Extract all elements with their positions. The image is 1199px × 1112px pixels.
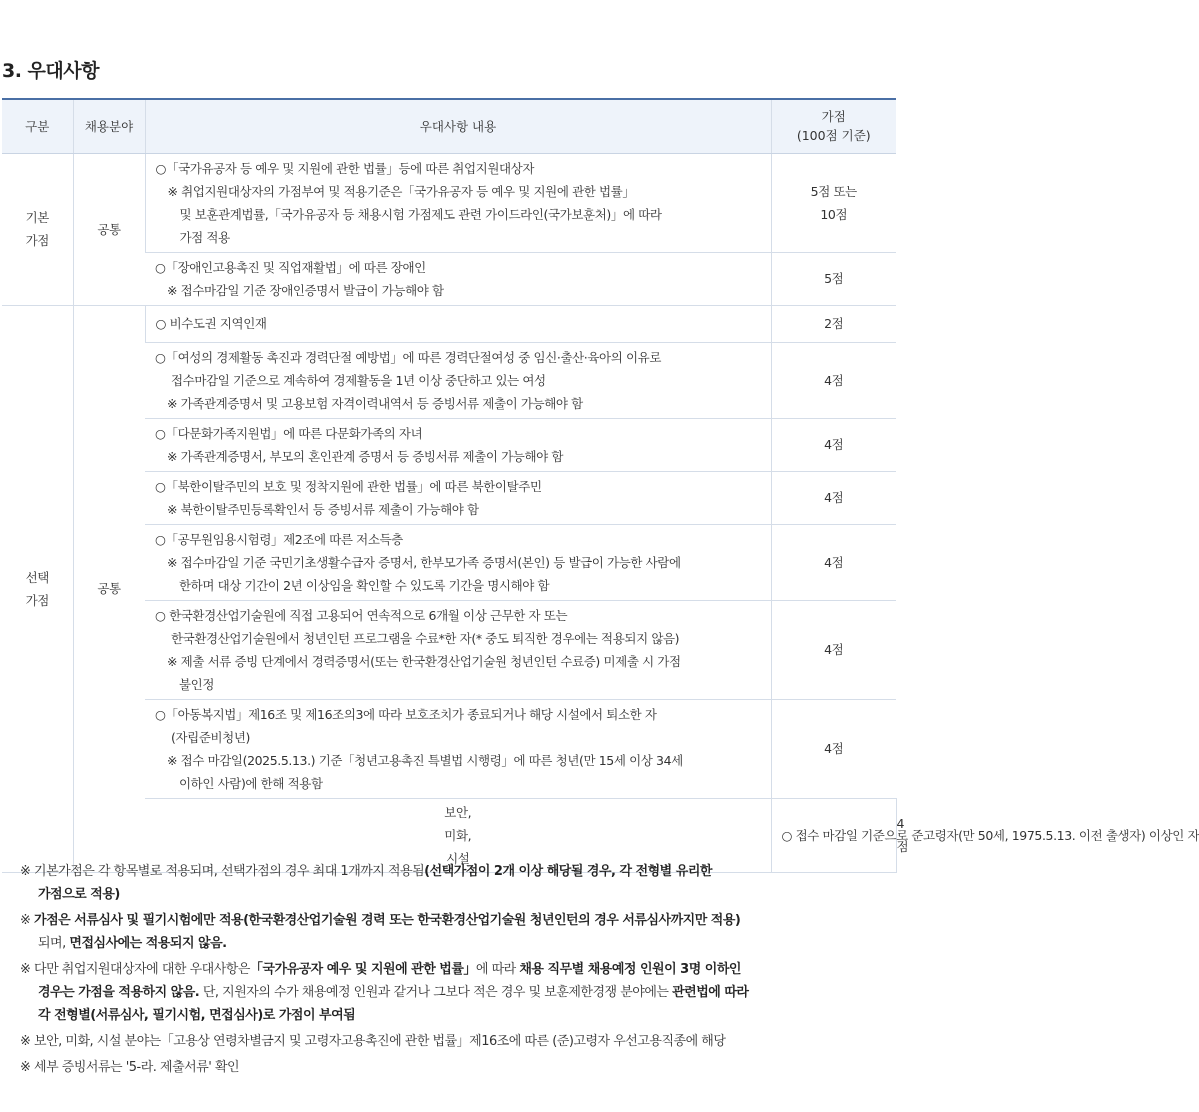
footnote-text: ※ 세부 증빙서류는 '5-라. 제출서류' 확인 bbox=[20, 1060, 240, 1075]
points-defector: 4점 bbox=[771, 471, 896, 524]
points-independent-youth: 4점 bbox=[771, 699, 896, 798]
footnote-5 bbox=[20, 1056, 880, 1079]
content-note-cont: 이하인 사람)에 한해 적용함 bbox=[179, 775, 323, 791]
category-basic-line2: 가점 bbox=[25, 233, 49, 248]
preference-table bbox=[2, 98, 1199, 873]
points-career-break: 4점 bbox=[771, 342, 896, 418]
content-independent-youth bbox=[145, 699, 771, 798]
header-points bbox=[771, 99, 896, 153]
content-line: ○「다문화가족지원법」에 따른 다문화가족의 자녀 bbox=[155, 425, 423, 441]
table-row: 보안, 미화, 시설 ○ 접수 마감일 기준으로 준고령자(만 50세, 1975.5.13. 이전 출생자) 이상인 자 4점 bbox=[2, 798, 896, 872]
content-line: ○「국가유공자 등 예우 및 지원에 관한 법률」등에 따른 취업지원대상자 bbox=[155, 160, 535, 176]
points-disabled: 5점 bbox=[771, 252, 896, 305]
points-veterans bbox=[771, 153, 896, 252]
content-line: ○「아동복지법」제16조 및 제16조의3에 따라 보호조치가 종료되거나 해당 시설에서 퇴소한 자 bbox=[155, 706, 657, 722]
header-category: 구분 bbox=[2, 99, 73, 153]
points-line1: 5점 또는 bbox=[810, 183, 857, 199]
points-former-employee: 4점 bbox=[771, 600, 896, 699]
content-line: ○ 접수 마감일 기준으로 준고령자(만 50세, 1975.5.13. 이전 출생자) 이상인 자 bbox=[781, 827, 1199, 843]
footnote-emphasis: 가점은 서류심사 및 필기시험에만 적용(한국환경산업기술원 경력 또는 한국환경산업기술원 청년인턴의 경우 서류심사까지만 적용) bbox=[34, 913, 741, 928]
footnote-3 bbox=[20, 958, 880, 1027]
content-career-break bbox=[145, 342, 771, 418]
field-basic-common: 공통 bbox=[73, 153, 145, 305]
footnote-emphasis: 면접심사에는 적용되지 않음. bbox=[69, 936, 227, 951]
footnote-text: ※ 기본가점은 각 항목별로 적용되며, 선택가점의 경우 최대 1개까지 적용됨 bbox=[20, 864, 425, 879]
content-note-cont: 한하며 대상 기간이 2년 이상임을 확인할 수 있도록 기간을 명시해야 함 bbox=[179, 577, 550, 593]
content-line-cont: 접수마감일 기준으로 계속하여 경제활동을 1년 이상 중단하고 있는 여성 bbox=[171, 372, 546, 388]
content-note: ※ 접수마감일 기준 장애인증명서 발급이 가능해야 함 bbox=[167, 282, 444, 298]
content-line: ○「공무원임용시험령」제2조에 따른 저소득층 bbox=[155, 531, 403, 547]
content-note-cont: 불인정 bbox=[179, 676, 215, 692]
content-line: ○ 비수도권 지역인재 bbox=[155, 316, 267, 331]
content-veterans bbox=[145, 153, 771, 252]
content-line: ○「북한이탈주민의 보호 및 정착지원에 관한 법률」에 따른 북한이탈주민 bbox=[155, 478, 542, 494]
header-points-line1: 가점 bbox=[821, 109, 846, 125]
category-select-line2: 가점 bbox=[25, 592, 49, 608]
content-note: ※ 접수마감일 기준 국민기초생활수급자 증명서, 한부모가족 증명서(본인) 등 발급이 가능한 사람에 bbox=[167, 554, 681, 570]
points-low-income: 4점 bbox=[771, 524, 896, 600]
footnotes bbox=[20, 860, 880, 1082]
field-line1: 보안, bbox=[444, 804, 472, 820]
footnote-text: 에 따라 bbox=[475, 962, 520, 977]
header-points-line2: (100점 기준) bbox=[796, 128, 871, 144]
content-line: ○ 한국환경산업기술원에 직접 고용되어 연속적으로 6개월 이상 근무한 자 또는 bbox=[155, 607, 568, 623]
footnote-text: ※ 다만 취업지원대상자에 대한 우대사항은 bbox=[20, 962, 250, 977]
content-regional bbox=[145, 305, 771, 342]
content-former-employee bbox=[145, 600, 771, 699]
content-note-cont: 및 보훈관계법률,「국가유공자 등 채용시험 가점제도 관련 가이드라인(국가보훈처)」에 따라 bbox=[179, 206, 662, 222]
footnote-emphasis: 가점으로 적용) bbox=[38, 887, 120, 902]
footnote-emphasis: (선택가점이 2개 이상 해당될 경우, 각 전형별 유리한 bbox=[424, 864, 712, 879]
header-content: 우대사항 내용 bbox=[145, 99, 771, 153]
footnote-2 bbox=[20, 909, 880, 955]
footnote-1 bbox=[20, 860, 880, 906]
content-note: ※ 가족관계증명서, 부모의 혼인관계 증명서 등 증빙서류 제출이 가능해야 함 bbox=[167, 448, 564, 464]
section-title: 3. 우대사항 bbox=[2, 60, 99, 82]
content-line-cont: 한국환경산업기술원에서 청년인턴 프로그램을 수료*한 자(* 중도 퇴직한 경우에는 적용되지 않음) bbox=[171, 630, 680, 646]
footnote-text: 되며, bbox=[38, 936, 70, 951]
footnote-text: ※ bbox=[20, 913, 35, 928]
content-note: ※ 북한이탈주민등록확인서 등 증빙서류 제출이 가능해야 함 bbox=[167, 501, 479, 517]
table-header-row bbox=[2, 99, 896, 153]
field-line3: 시설 bbox=[446, 850, 470, 866]
category-select bbox=[2, 305, 73, 872]
category-basic bbox=[2, 153, 73, 305]
category-select-line1: 선택 bbox=[25, 569, 49, 585]
content-disabled bbox=[145, 252, 771, 305]
header-field: 채용분야 bbox=[73, 99, 145, 153]
table-row bbox=[2, 305, 896, 342]
footnote-emphasis: 관련법에 따라 bbox=[672, 985, 749, 1000]
points-line2: 10점 bbox=[820, 206, 848, 222]
points-multicultural: 4점 bbox=[771, 418, 896, 471]
content-note: ※ 취업지원대상자의 가점부여 및 적용기준은「국가유공자 등 예우 및 지원에 관한 법률」 bbox=[167, 183, 635, 199]
content-defector bbox=[145, 471, 771, 524]
footnote-text: 단, 지원자의 수가 채용예정 인원과 같거나 그보다 적은 경우 및 보훈제한경쟁 분야에는 bbox=[199, 985, 673, 1000]
content-note: ※ 가족관계증명서 및 고용보험 자격이력내역서 등 증빙서류 제출이 가능해야 함 bbox=[167, 395, 583, 411]
content-line: ○「여성의 경제활동 촉진과 경력단절 예방법」에 따른 경력단절여성 중 임신·출산·육아의 이유로 bbox=[155, 349, 661, 365]
field-select-common: 공통 bbox=[73, 305, 145, 872]
points-regional: 2점 bbox=[771, 305, 896, 342]
footnote-emphasis: 경우는 가점을 적용하지 않음. bbox=[38, 985, 200, 1000]
content-note: ※ 접수 마감일(2025.5.13.) 기준「청년고용촉진 특별법 시행령」에 따른 청년(만 15세 이상 34세 bbox=[167, 752, 683, 768]
footnote-text: ※ 보안, 미화, 시설 분야는「고용상 연령차별금지 및 고령자고용촉진에 관한 법률」제16조에 따른 (준)고령자 우선고용직종에 해당 bbox=[20, 1034, 726, 1049]
content-multicultural bbox=[145, 418, 771, 471]
footnote-4 bbox=[20, 1030, 880, 1053]
category-basic-line1: 기본 bbox=[25, 210, 49, 225]
content-note-cont: 가점 적용 bbox=[179, 229, 230, 245]
content-line-cont: (자립준비청년) bbox=[171, 729, 251, 745]
content-note: ※ 제출 서류 증빙 단계에서 경력증명서(또는 한국환경산업기술원 청년인턴 수료증) 미제출 시 가점 bbox=[167, 653, 681, 669]
content-line: ○「장애인고용촉진 및 직업재활법」에 따른 장애인 bbox=[155, 259, 426, 275]
footnote-emphasis: 「국가유공자 예우 및 지원에 관한 법률」 bbox=[249, 962, 476, 977]
footnote-emphasis: 채용 직무별 채용예정 인원이 3명 이하인 bbox=[519, 962, 741, 977]
content-low-income bbox=[145, 524, 771, 600]
field-line2: 미화, bbox=[444, 827, 472, 843]
footnote-emphasis: 각 전형별(서류심사, 필기시험, 면접심사)로 가점이 부여됨 bbox=[38, 1008, 356, 1023]
table-row bbox=[2, 153, 896, 252]
